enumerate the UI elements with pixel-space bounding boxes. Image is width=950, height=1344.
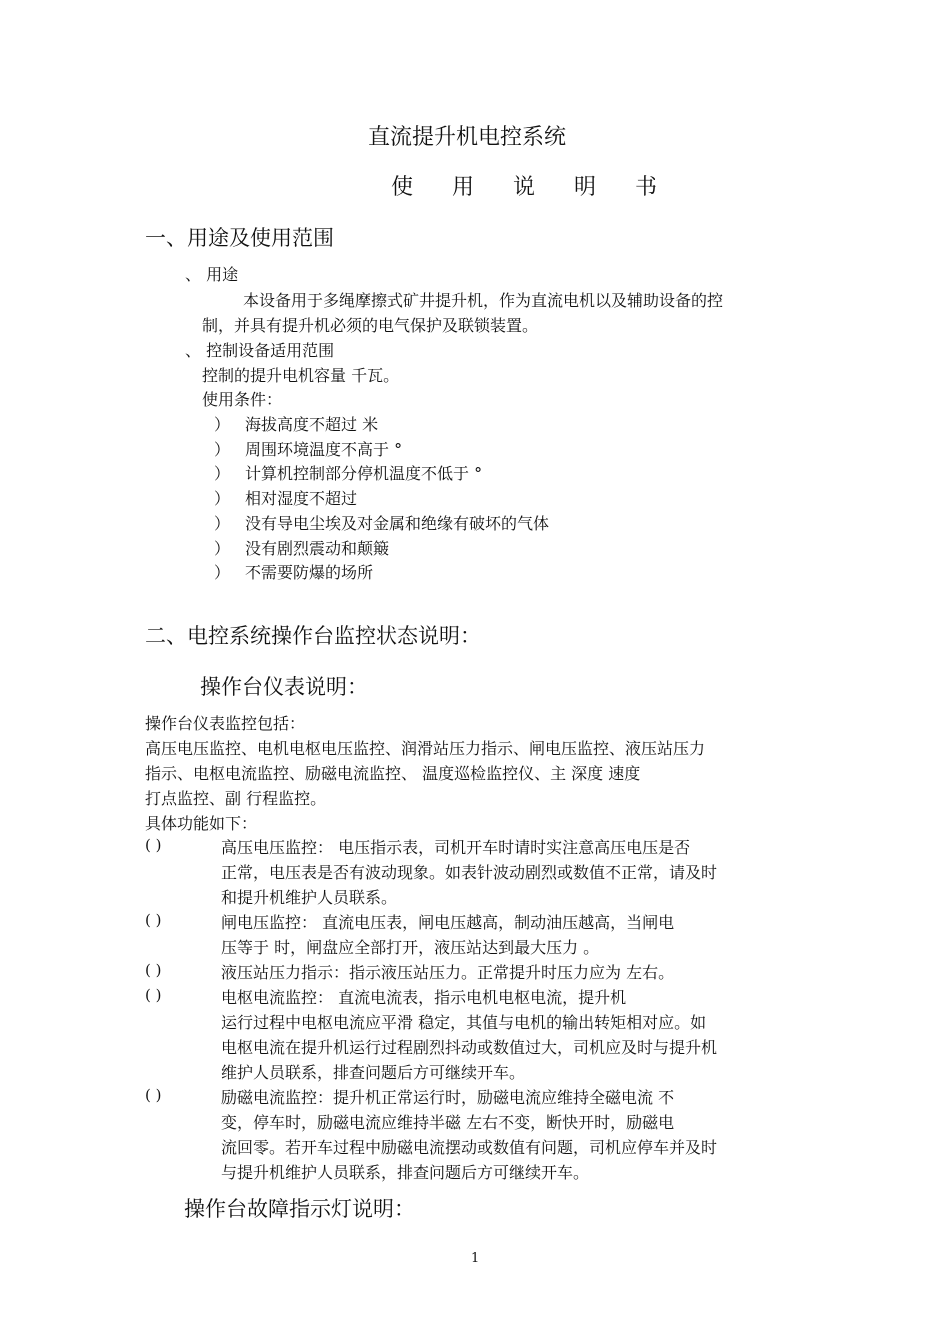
item-line: 与提升机维护人员联系，排查问题后方可继续开车。 xyxy=(221,1163,590,1182)
section-1-sub2-label: 、 控制设备适用范围 xyxy=(185,341,335,360)
section-2-sub1-heading: 操作台仪表说明： xyxy=(200,675,368,699)
condition-mark: ） xyxy=(214,489,231,508)
condition-mark: ） xyxy=(214,514,231,533)
item-line: 压等于 时，闸盘应全部打开，液压站达到最大压力 。 xyxy=(221,938,600,957)
section-1-sub1-para-line-1: 本设备用于多绳摩擦式矿井提升机，作为直流电机以及辅助设备的控 xyxy=(243,291,724,310)
document-title: 直流提升机电控系统 xyxy=(368,125,567,150)
condition-mark: ） xyxy=(214,539,231,558)
intro-line-1: 高压电压监控、电机电枢电压监控、润滑站压力指示、闸电压监控、液压站压力 xyxy=(145,739,706,758)
section-1-sub1-para-line-2: 制，并具有提升机必须的电气保护及联锁装置。 xyxy=(202,316,539,335)
item-line: 高压电压监控： 电压指示表，司机开车时请时实注意高压电压是否 xyxy=(221,838,691,857)
item-line: 闸电压监控： 直流电压表，闸电压越高，制动油压越高，当闸电 xyxy=(221,913,675,932)
condition-mark: ） xyxy=(214,415,231,434)
condition-text: 海拔高度不超过 米 xyxy=(245,415,379,434)
intro-line-2: 指示、电枢电流监控、励磁电流监控、 温度巡检监控仪、主 深度 速度 xyxy=(145,764,641,783)
section-2-heading: 二、电控系统操作台监控状态说明： xyxy=(145,624,481,648)
page-number: 1 xyxy=(471,1251,480,1266)
condition-mark: ） xyxy=(214,563,231,582)
item-number: ( ) xyxy=(145,961,162,979)
condition-text: 没有导电尘埃及对金属和绝缘有破坏的气体 xyxy=(245,514,550,533)
condition-text: 没有剧烈震动和颠簸 xyxy=(245,539,390,558)
condition-text: 相对湿度不超过 xyxy=(245,489,358,508)
item-line: 维护人员联系，排查问题后方可继续开车。 xyxy=(221,1063,526,1082)
item-line: 和提升机维护人员联系。 xyxy=(221,888,398,907)
func-label: 具体功能如下： xyxy=(145,814,258,833)
item-number: ( ) xyxy=(145,911,162,929)
item-line: 变，停车时，励磁电流应维持半磁 左右不变，断快开时，励磁电 xyxy=(221,1113,675,1132)
intro-label: 操作台仪表监控包括： xyxy=(145,714,306,733)
item-line: 励磁电流监控：提升机正常运行时，励磁电流应维持全磁电流 不 xyxy=(221,1088,675,1107)
condition-mark: ） xyxy=(214,464,231,483)
item-line: 运行过程中电枢电流应平滑 稳定，其值与电机的输出转矩相对应。如 xyxy=(221,1013,707,1032)
item-line: 正常，电压表是否有波动现象。如表针波动剧烈或数值不正常，请及时 xyxy=(221,863,718,882)
section-2-sub2-heading: 操作台故障指示灯说明： xyxy=(184,1197,415,1221)
item-line: 流回零。若开车过程中励磁电流摆动或数值有问题，司机应停车并及时 xyxy=(221,1138,718,1157)
item-number: ( ) xyxy=(145,986,162,1004)
condition-text: 不需要防爆的场所 xyxy=(245,563,374,582)
document-subtitle: 使 用 说 明 书 xyxy=(391,175,673,200)
item-line: 电枢电流在提升机运行过程剧烈抖动或数值过大，司机应及时与提升机 xyxy=(221,1038,718,1057)
condition-mark: ） xyxy=(214,440,231,459)
condition-text: 计算机控制部分停机温度不低于 ° xyxy=(245,464,483,483)
item-line: 液压站压力指示：指示液压站压力。正常提升时压力应为 左右。 xyxy=(221,963,675,982)
intro-line-3: 打点监控、副 行程监控。 xyxy=(145,789,327,808)
item-line: 电枢电流监控： 直流电流表，指示电机电枢电流，提升机 xyxy=(221,988,627,1007)
section-1-heading: 一、用途及使用范围 xyxy=(145,226,334,250)
capacity-line: 控制的提升电机容量 千瓦。 xyxy=(202,366,400,385)
section-1-sub1-label: 、 用途 xyxy=(185,265,239,284)
item-number: ( ) xyxy=(145,1086,162,1104)
conditions-label: 使用条件： xyxy=(202,390,283,409)
condition-text: 周围环境温度不高于 ° xyxy=(245,440,403,459)
item-number: ( ) xyxy=(145,836,162,854)
